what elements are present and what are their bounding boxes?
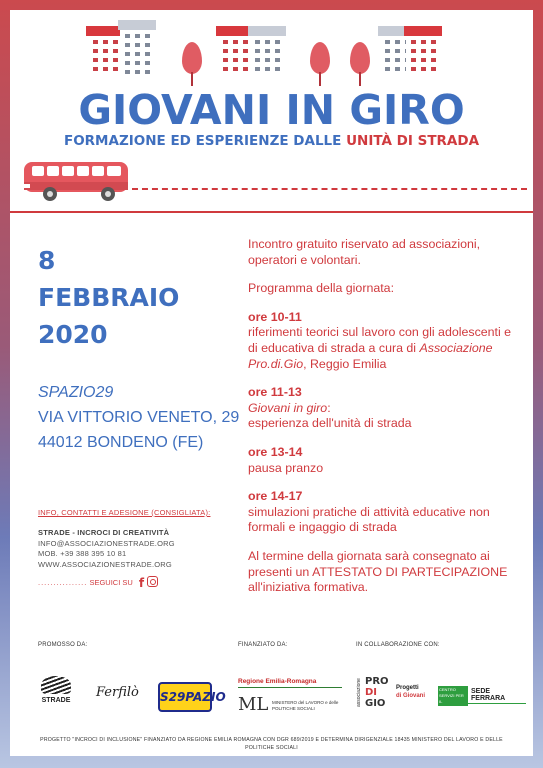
program-heading: Programma della giornata:: [248, 281, 395, 296]
window-shape: [125, 43, 130, 47]
poster-subtitle: FORMAZIONE ED ESPERIENZE DALLE UNITÀ DI STRADA: [63, 133, 480, 149]
funded-label: FINANZIATO DA:: [238, 642, 288, 648]
window-shape: [421, 67, 426, 71]
window-shape: [275, 40, 280, 44]
window-shape: [103, 58, 108, 62]
window-shape: [223, 58, 228, 62]
program-session: ore 11-13 Giovani in giro: esperienza dell'unità di strada: [248, 385, 412, 431]
window-shape: [125, 61, 130, 65]
instagram-icon: [147, 576, 158, 587]
window-shape: [411, 67, 416, 71]
window-shape: [233, 67, 238, 71]
window-shape: [431, 49, 436, 53]
buildings-illustration: [88, 22, 428, 82]
window-shape: [135, 70, 140, 74]
window-shape: [255, 58, 260, 62]
window-shape: [385, 40, 390, 44]
window-shape: [145, 52, 150, 56]
tree-icon: [310, 42, 330, 86]
window-shape: [275, 58, 280, 62]
window-shape: [243, 40, 248, 44]
window-shape: [385, 58, 390, 62]
window-shape: [421, 49, 426, 53]
window-shape: [265, 40, 270, 44]
window-shape: [395, 58, 400, 62]
collab-label: IN COLLABORAZIONE CON:: [356, 642, 440, 648]
window-shape: [93, 67, 98, 71]
window-shape: [265, 49, 270, 53]
ferfilo-logo: Ferfilò: [96, 685, 139, 700]
ministero-text: MINISTERO del LAVORO e delle POLITICHE SOCIALI: [272, 700, 339, 711]
program-intro: Incontro gratuito riservato ad associazioni, operatori e volontari.: [248, 237, 481, 267]
building-icon: [120, 28, 154, 86]
window-shape: [103, 67, 108, 71]
window-shape: [243, 49, 248, 53]
website-link: WWW.ASSOCIAZIONESTRADE.ORG: [38, 559, 172, 569]
building-icon: [88, 34, 122, 86]
contacts-block: STRADE - INCROCI DI CREATIVITÀ INFO@ASSOCIAZIONESTRADE.ORG MOB. +39 388 395 10 81 WWW.ASSOCIAZIONESTRADE.ORG: [38, 528, 175, 569]
window-shape: [255, 67, 260, 71]
window-shape: [243, 58, 248, 62]
window-shape: [135, 61, 140, 65]
promoted-label: PROMOSSO DA:: [38, 642, 88, 648]
strade-logo: STRADE: [38, 676, 74, 704]
building-icon: [250, 34, 284, 86]
window-shape: [223, 49, 228, 53]
program-session: ore 13-14 pausa pranzo: [248, 444, 324, 475]
window-shape: [421, 40, 426, 44]
window-shape: [385, 67, 390, 71]
window-shape: [411, 49, 416, 53]
window-shape: [125, 34, 130, 38]
window-shape: [243, 67, 248, 71]
regione-emilia-romagna-logo: Regione Emilia-Romagna: [238, 678, 342, 688]
window-shape: [275, 67, 280, 71]
follow-us: ................ SEGUICI SU f: [38, 576, 158, 590]
window-shape: [233, 40, 238, 44]
road-dashes: [132, 188, 527, 190]
window-shape: [113, 49, 118, 53]
window-shape: [275, 49, 280, 53]
window-shape: [103, 49, 108, 53]
program-session: ore 10-11 riferimenti teorici sul lavoro con gli adolescenti e di educativa di strada a cura di Associazione Pro.di.Gio, Reggio Emilia: [248, 309, 512, 371]
window-shape: [113, 40, 118, 44]
funding-note: PROGETTO "INCROCI DI INCLUSIONE" FINANZIATO DA REGIONE EMILIA ROMAGNA CON DGR 689/2019 E DETERMINA DIRIGENZIALE 18435 MINISTERO DEL LAVORO E DELLE POLITICHE SOCIALI: [40, 737, 503, 751]
program-closing: Al termine della giornata sarà consegnato ai presenti un ATTESTATO DI PARTECIPAZIONE all'iniziativa formativa.: [248, 548, 508, 595]
window-shape: [145, 34, 150, 38]
road-line: [10, 211, 533, 213]
event-location: SPAZIO29 VIA VITTORIO VENETO, 29 44012 BONDENO (FE): [38, 384, 240, 451]
window-shape: [395, 49, 400, 53]
window-shape: [223, 40, 228, 44]
window-shape: [265, 58, 270, 62]
window-shape: [411, 58, 416, 62]
window-shape: [255, 49, 260, 53]
window-shape: [113, 67, 118, 71]
csv-ferrara-logo: CENTRO SERVIZI PER IL VOLONTARIATO SEDE FERRARA: [438, 686, 526, 706]
window-shape: [145, 70, 150, 74]
window-shape: [431, 58, 436, 62]
phone-number: MOB. +39 388 395 10 81: [38, 549, 127, 558]
building-icon: [218, 34, 252, 86]
window-shape: [103, 40, 108, 44]
email-link: INFO@ASSOCIAZIONESTRADE.ORG: [38, 538, 175, 548]
bus-icon: [22, 156, 134, 204]
window-shape: [125, 70, 130, 74]
prodigio-logo: associazione PRO DI GIO Progetti di Giovani: [356, 676, 426, 709]
window-shape: [223, 67, 228, 71]
window-shape: [135, 34, 140, 38]
poster: [10, 10, 533, 756]
window-shape: [93, 49, 98, 53]
window-shape: [113, 58, 118, 62]
window-shape: [125, 52, 130, 56]
facebook-icon: f: [138, 576, 145, 590]
window-shape: [145, 61, 150, 65]
window-shape: [145, 43, 150, 47]
spazio29-logo: S29PAZIO: [158, 682, 212, 712]
event-date: 8 FEBBRAIO 2020: [38, 246, 180, 349]
window-shape: [395, 67, 400, 71]
window-shape: [135, 43, 140, 47]
program-session: ore 14-17 simulazioni pratiche di attività educative non formali e ingaggio di strada: [248, 489, 490, 535]
window-shape: [411, 40, 416, 44]
contacts-heading: INFO, CONTATTI E ADESIONE (CONSIGLIATA):: [38, 508, 211, 517]
window-shape: [431, 40, 436, 44]
window-shape: [265, 67, 270, 71]
building-icon: [406, 34, 440, 86]
window-shape: [233, 49, 238, 53]
tree-icon: [182, 42, 202, 86]
window-shape: [93, 40, 98, 44]
poster-title: GIOVANI IN GIRO: [78, 86, 465, 134]
window-shape: [93, 58, 98, 62]
window-shape: [395, 40, 400, 44]
window-shape: [431, 67, 436, 71]
program: [248, 237, 523, 609]
window-shape: [385, 49, 390, 53]
window-shape: [233, 58, 238, 62]
window-shape: [255, 40, 260, 44]
window-shape: [135, 52, 140, 56]
tree-icon: [350, 42, 370, 86]
ministero-logo: ML: [238, 694, 269, 715]
window-shape: [421, 58, 426, 62]
